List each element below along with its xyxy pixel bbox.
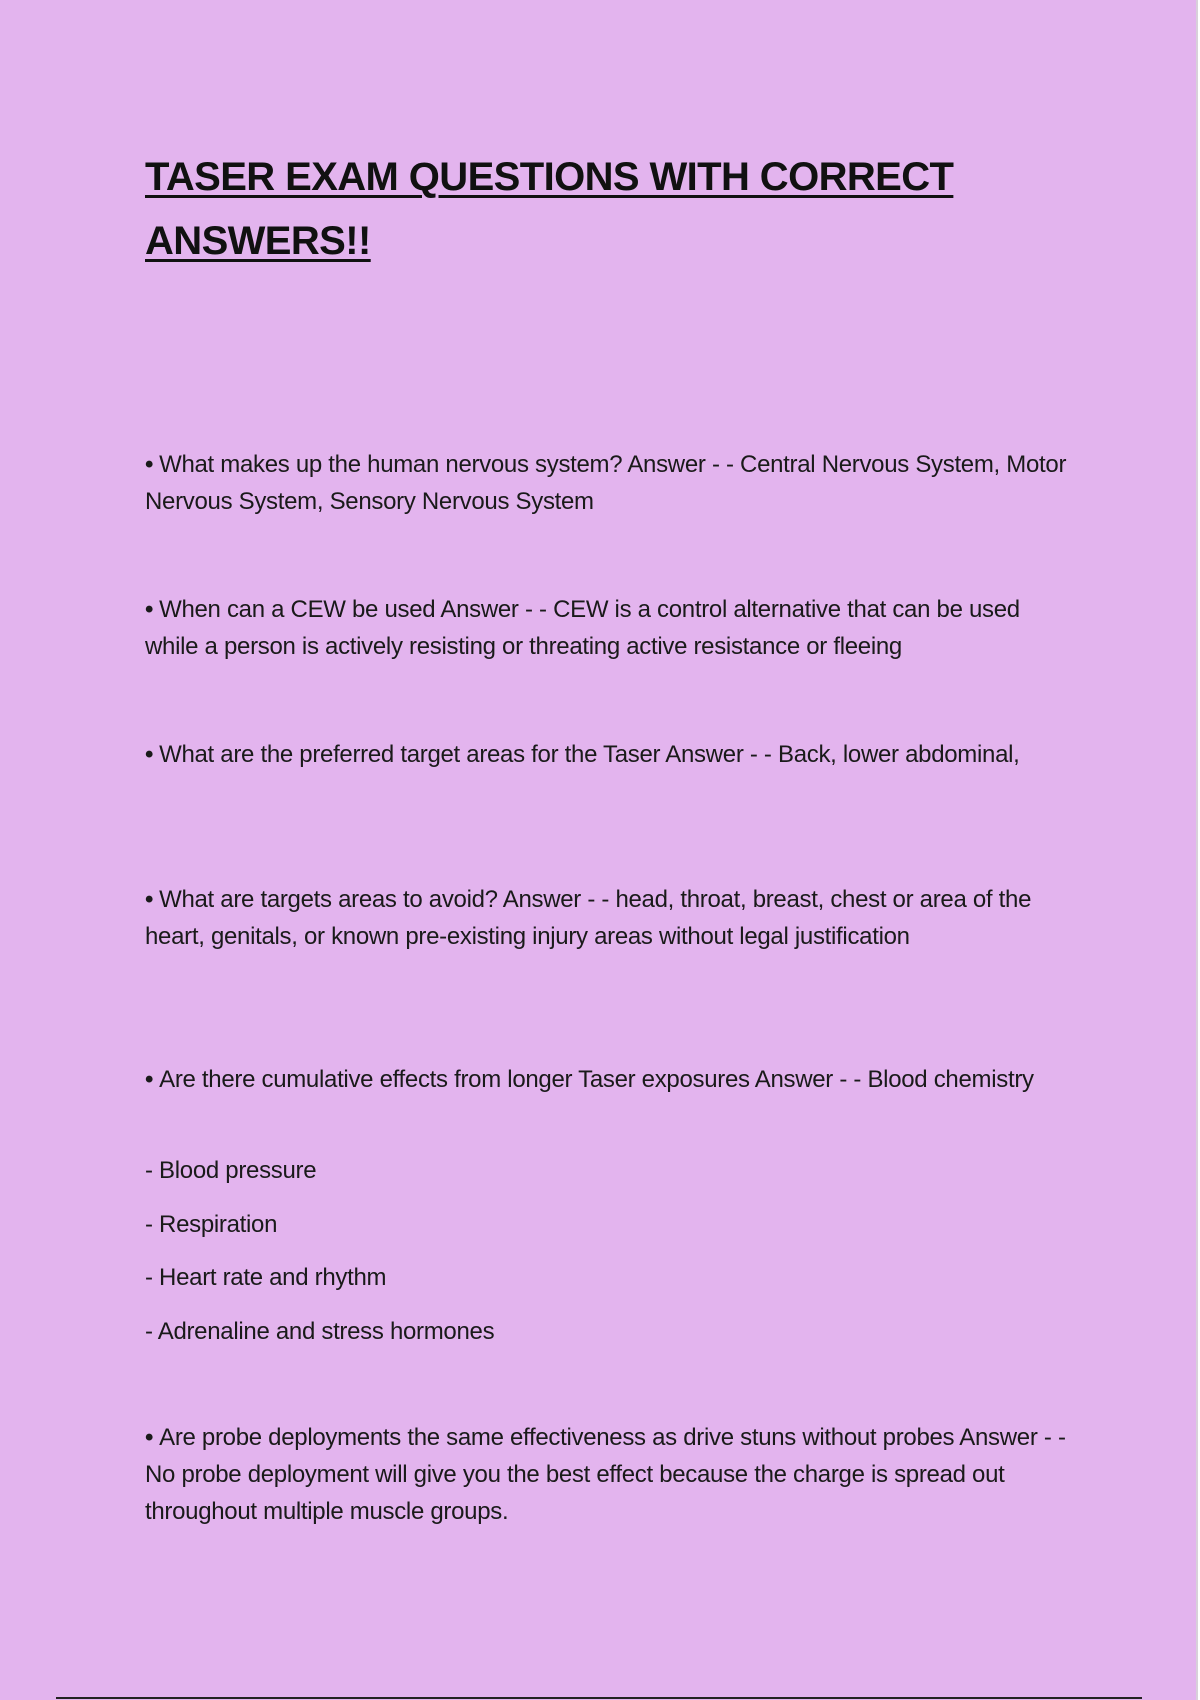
- qa-item-5: [145, 1061, 1070, 1098]
- qa-sub-item-adrenaline: - Adrenaline and stress hormones: [145, 1318, 495, 1345]
- bullet-icon: •: [145, 1066, 154, 1093]
- bullet-icon: •: [145, 596, 154, 623]
- qa-sub-item-respiration: - Respiration: [145, 1211, 278, 1238]
- qa-item-6: [145, 1419, 1070, 1530]
- qa-text: Are probe deployments the same effectiveness as drive stuns without probes Answer - - No probe deployment will give you the best effect because the charge is spread out throughout multiple muscle groups.: [145, 1424, 1066, 1525]
- qa-item-2: [145, 591, 1070, 665]
- qa-sub-item-heart-rate: - Heart rate and rhythm: [145, 1264, 387, 1291]
- bullet-icon: •: [145, 451, 154, 478]
- qa-text: What are targets areas to avoid? Answer - - head, throat, breast, chest or area of the heart, genitals, or known pre-existing injury areas without legal justification: [145, 886, 1032, 950]
- qa-item-1: [145, 446, 1070, 520]
- qa-text: What makes up the human nervous system? Answer - - Central Nervous System, Motor Nervous System, Sensory Nervous System: [145, 451, 1067, 515]
- footer-rule: [56, 1697, 1142, 1699]
- qa-text: When can a CEW be used Answer - - CEW is a control alternative that can be used while a person is actively resisting or threating active resistance or fleeing: [145, 596, 1020, 660]
- qa-text: What are the preferred target areas for the Taser Answer - - Back, lower abdominal,: [159, 741, 1020, 768]
- qa-item-3: [145, 736, 1070, 773]
- qa-sub-item-blood-pressure: - Blood pressure: [145, 1157, 317, 1184]
- bullet-icon: •: [145, 886, 154, 913]
- bullet-icon: •: [145, 1424, 154, 1451]
- qa-item-4: [145, 881, 1070, 955]
- bullet-icon: •: [145, 741, 154, 768]
- document-title: TASER EXAM QUESTIONS WITH CORRECT ANSWERS!!: [145, 155, 954, 263]
- qa-text: Are there cumulative effects from longer Taser exposures Answer - - Blood chemistry: [159, 1066, 1034, 1093]
